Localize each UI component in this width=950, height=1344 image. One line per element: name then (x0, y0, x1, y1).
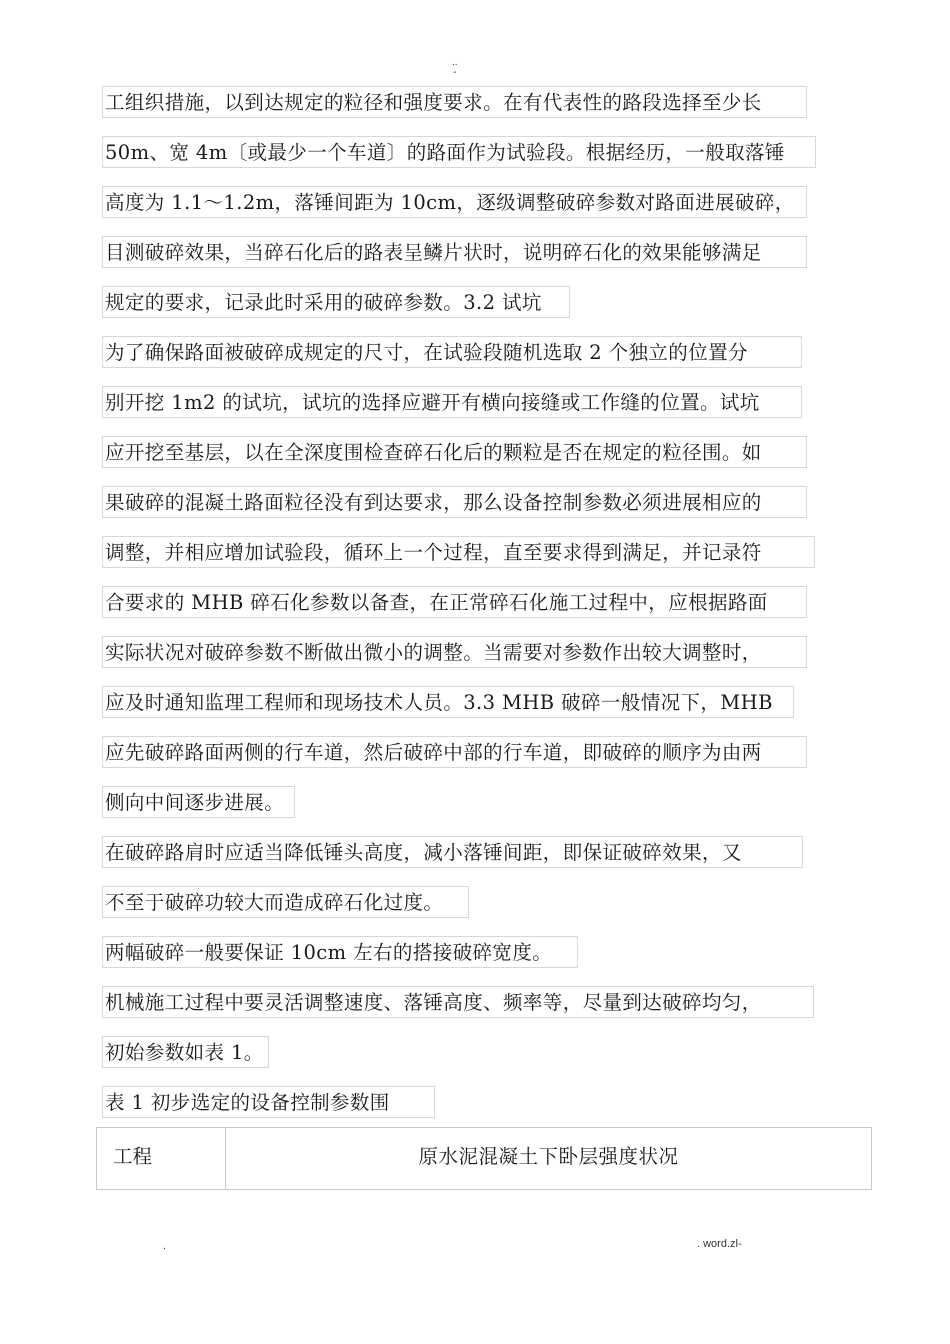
text-line: 高度为 1.1～1.2m，落锤间距为 10cm，逐级调整破碎参数对路面进展破碎， (102, 186, 807, 218)
parameter-table (96, 1127, 872, 1190)
text-line: 机械施工过程中要灵活调整速度、落锤高度、频率等，尽量到达破碎均匀， (102, 986, 814, 1018)
text-line: 调整，并相应增加试验段，循环上一个过程，直至要求得到满足，并记录符 (102, 536, 815, 568)
footer-source: . word.zl- (697, 1238, 742, 1250)
header-dash: - (453, 67, 457, 78)
text-line: 两幅破碎一般要保证 10cm 左右的搭接破碎宽度。 (102, 936, 578, 968)
text-line: 合要求的 MHB 碎石化参数以备查，在正常碎石化施工过程中，应根据路面 (102, 586, 807, 618)
text-line: 规定的要求，记录此时采用的破碎参数。3.2 试坑 (102, 286, 570, 318)
text-line: 50m、宽 4m〔或最少一个车道〕的路面作为试验段。根据经历，一般取落锤 (102, 136, 816, 168)
footer-left-mark: . (163, 1240, 167, 1252)
text-line: 在破碎路肩时应适当降低锤头高度，减小落锤间距，即保证破碎效果，又 (102, 836, 803, 868)
table-caption: 表 1 初步选定的设备控制参数围 (102, 1086, 435, 1118)
text-line: 别开挖 1m2 的试坑，试坑的选择应避开有横向接缝或工作缝的位置。试坑 (102, 386, 802, 418)
text-line: 目测破碎效果，当碎石化后的路表呈鳞片状时，说明碎石化的效果能够满足 (102, 236, 807, 268)
text-line: 果破碎的混凝土路面粒径没有到达要求，那么设备控制参数必须进展相应的 (102, 486, 807, 518)
text-line: 初始参数如表 1。 (102, 1036, 269, 1068)
table-header-condition: 原水泥混凝土下卧层强度状况 (418, 1145, 679, 1168)
text-line: 工组织措施，以到达规定的粒径和强度要求。在有代表性的路段选择至少长 (102, 86, 807, 118)
table-header-item: 工程 (97, 1128, 226, 1189)
header-dots: .. (452, 57, 458, 68)
text-line: 不至于破碎功较大而造成碎石化过度。 (102, 886, 469, 918)
text-line: 实际状况对破碎参数不断做出微小的调整。当需要对参数作出较大调整时， (102, 636, 807, 668)
page-header-mark (452, 58, 458, 78)
text-line: 应先破碎路面两侧的行车道，然后破碎中部的行车道，即破碎的顺序为由两 (102, 736, 807, 768)
text-line: 应开挖至基层，以在全深度围检查碎石化后的颗粒是否在规定的粒径围。如 (102, 436, 807, 468)
text-line: 应及时通知监理工程师和现场技术人员。3.3 MHB 破碎一般情况下，MHB (102, 686, 794, 718)
text-line: 为了确保路面被破碎成规定的尺寸，在试验段随机选取 2 个独立的位置分 (102, 336, 802, 368)
text-line: 侧向中间逐步进展。 (102, 786, 295, 818)
